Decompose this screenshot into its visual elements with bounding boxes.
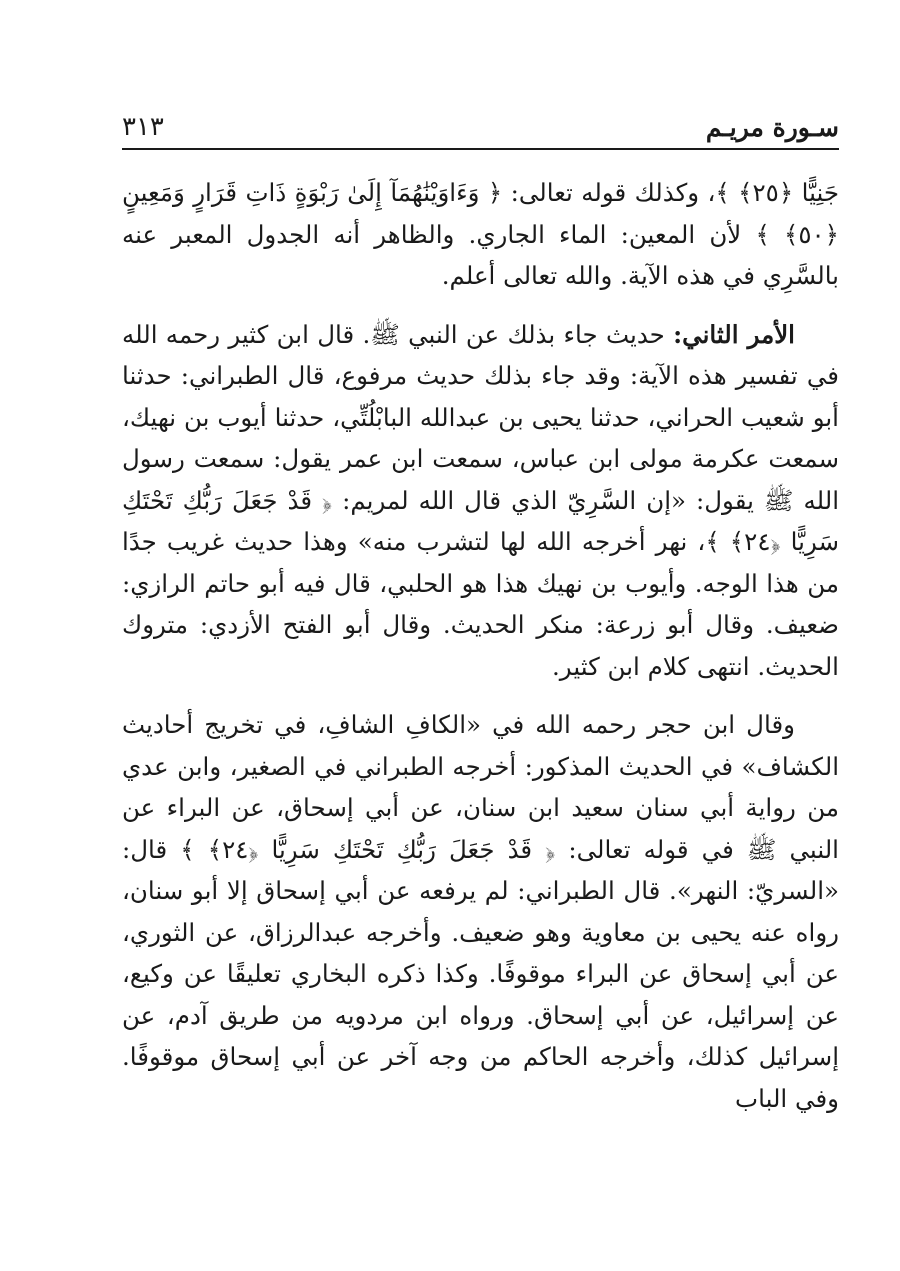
paragraph-text: حديث جاء بذلك عن النبي ﷺ. قال ابن كثير رحمه الله في تفسير هذه الآية: وقد جاء بذلك حديث مرفوع، قال الطبراني: حدثنا أبو شعيب الحراني، حدثنا يحيى بن عبدالله البابْلُتِّي، حدثنا أيوب بن نهيك، سمعت عكرمة مولى ابن عباس، سمعت ابن عمر يقول: سمعت رسول الله ﷺ يقول: «إن السَّرِيّ الذي قال الله لمريم: ﴿ قَدْ جَعَلَ رَبُّكِ تَحْتَكِ سَرِيًّا ﴿٢٤﴾ ﴾، نهر أخرجه الله لها لتشرب منه» وهذا حديث غريب جدًا من هذا الوجه. وأيوب بن نهيك هذا هو الحلبي، قال فيه أبو حاتم الرازي: ضعيف. وقال أبو زرعة: منكر الحديث. وقال أبو الفتح الأزدي: متروك الحديث. انتهى كلام ابن كثير. — [122, 319, 839, 681]
page-number: ٣١٣ — [122, 112, 164, 142]
paragraph-1 — [122, 172, 839, 297]
surah-title: سـورة مريـم — [705, 113, 839, 142]
paragraph-text: جَنِيًّا ﴿٢٥﴾ ﴾، وكذلك قوله تعالى: ﴿ وَءَاوَيْنَٰهُمَآ إِلَىٰ رَبْوَةٍ ذَاتِ قَرَارٍ وَمَعِينٍ ﴿٥٠﴾ ﴾ لأن المعين: الماء الجاري. والظاهر أنه الجدول المعبر عنه بالسَّرِي في هذه الآية. والله تعالى أعلم. — [122, 178, 839, 290]
paragraph-3 — [122, 704, 839, 1119]
book-page — [122, 108, 839, 1208]
paragraph-2 — [122, 314, 839, 688]
paragraph-text: وقال ابن حجر رحمه الله في «الكافِ الشافِ، في تخريج أحاديث الكشاف» في الحديث المذكور: أخرجه الطبراني في الصغير، وابن عدي من رواية أبي سنان سعيد ابن سنان، عن أبي إسحاق، عن البراء عن النبي ﷺ في قوله تعالى: ﴿ قَدْ جَعَلَ رَبُّكِ تَحْتَكِ سَرِيًّا ﴿٢٤﴾ ﴾ قال: «السريّ: النهر». قال الطبراني: لم يرفعه عن أبي إسحاق إلا أبو سنان، رواه عنه يحيى بن معاوية وهو ضعيف. وأخرجه عبدالرزاق، عن الثوري، عن أبي إسحاق عن البراء موقوفًا. وكذا ذكره البخاري تعليقًا عن وكيع، عن إسرائيل، عن أبي إسحاق. ورواه ابن مردويه من طريق آدم، عن إسرائيل كذلك، وأخرجه الحاكم من وجه آخر عن أبي إسحاق موقوفًا. وفي الباب — [122, 710, 839, 1113]
page-header — [122, 108, 839, 150]
paragraph-lead: الأمر الثاني: — [673, 319, 795, 349]
page-body — [122, 172, 839, 1119]
